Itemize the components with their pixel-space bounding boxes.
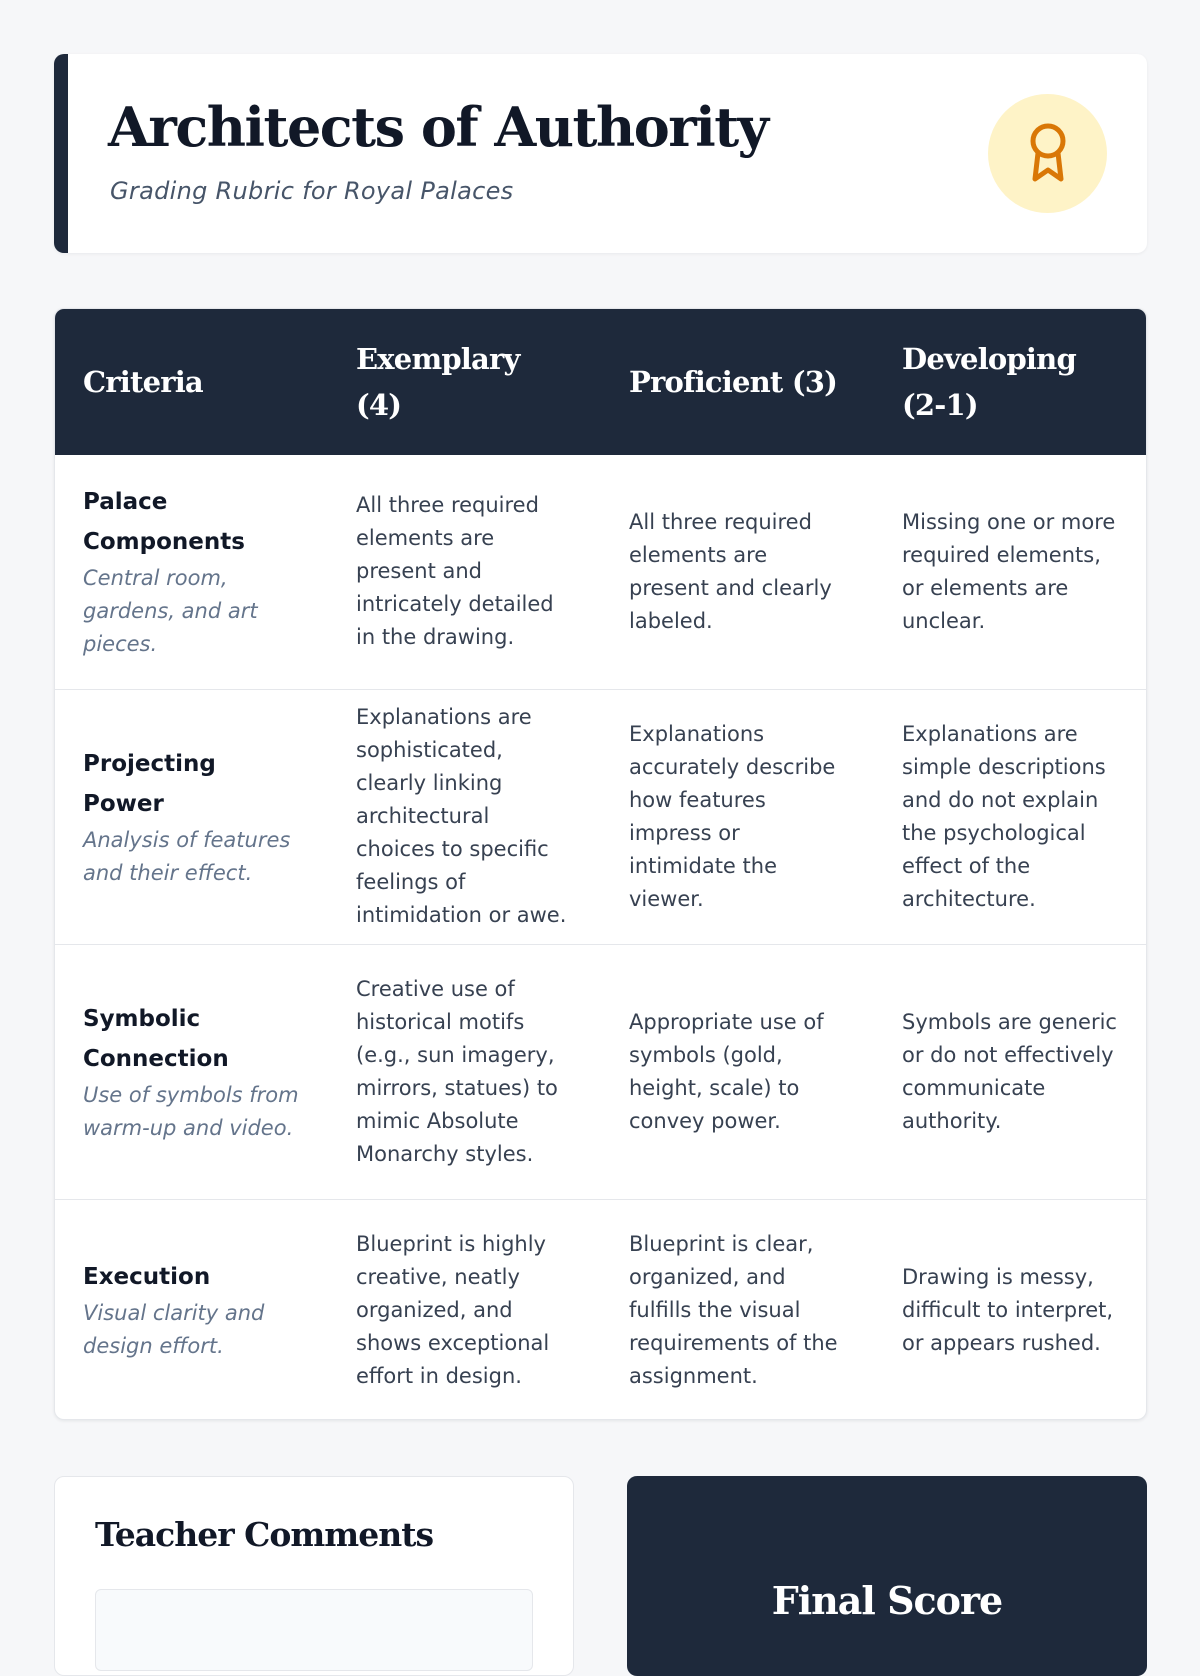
teacher-comments-card [54, 1476, 574, 1676]
proficient-cell: All three required elements are present and clearly labeled. [629, 509, 832, 633]
proficient-cell: Explanations accurately describe how features impress or intimidate the viewer. [601, 689, 874, 944]
final-score-card [627, 1476, 1147, 1676]
criterion-description: Central room, gardens, and art pieces. [83, 566, 258, 657]
developing-cell: Missing one or more required elements, or elements are unclear. [902, 509, 1116, 633]
table-row [55, 455, 1146, 689]
criterion-cell [55, 689, 328, 944]
award-badge [988, 94, 1107, 213]
column-header-exemplary: Exemplary (4) [328, 309, 601, 455]
criterion-name: Execution [83, 1264, 211, 1291]
criterion-description: Analysis of features and their effect. [83, 827, 291, 885]
proficient-cell: Blueprint is clear, organized, and fulfills the visual requirements of the assignment. [601, 1199, 874, 1420]
criterion-cell [55, 1199, 328, 1420]
table-row [55, 1199, 1146, 1420]
page-title: Architects of Authority [108, 95, 768, 159]
page-subtitle: Grading Rubric for Royal Palaces [110, 177, 514, 205]
teacher-comments-title: Teacher Comments [95, 1515, 434, 1554]
criterion-description: Visual clarity and design effort. [83, 1301, 265, 1359]
table-row [55, 944, 1146, 1199]
developing-cell: Explanations are simple descriptions and do not explain the psychological effect of the architecture. [874, 689, 1146, 944]
exemplary-cell: Blueprint is highly creative, neatly organized, and shows exceptional effort in design. [328, 1199, 601, 1420]
header-card [54, 54, 1147, 253]
award-ribbon-icon [1022, 119, 1074, 189]
rubric-table [55, 309, 1146, 1420]
criterion-description: Use of symbols from warm-up and video. [83, 1082, 299, 1140]
exemplary-cell: All three required elements are present and intricately detailed in the drawing. [356, 493, 554, 650]
table-row [55, 689, 1146, 944]
criterion-name: Palace Components [83, 489, 245, 556]
exemplary-cell: Creative use of historical motifs (e.g., sun imagery, mirrors, statues) to mimic Absolute Monarchy styles. [328, 944, 601, 1199]
exemplary-cell: Explanations are sophisticated, clearly linking architectural choices to specific feelings of intimidation or awe. [328, 689, 601, 944]
criterion-name: Projecting Power [83, 750, 216, 817]
column-header-developing: Developing (2-1) [874, 309, 1146, 455]
column-header-proficient: Proficient (3) [601, 309, 874, 455]
rubric-card [54, 308, 1147, 1420]
developing-cell: Symbols are generic or do not effectively communicate authority. [874, 944, 1146, 1199]
developing-cell: Drawing is messy, difficult to interpret, or appears rushed. [874, 1199, 1146, 1420]
criterion-cell [55, 455, 328, 689]
column-header-criteria: Criteria [55, 309, 328, 455]
teacher-comments-field[interactable] [95, 1589, 533, 1671]
proficient-cell: Appropriate use of symbols (gold, height, scale) to convey power. [601, 944, 874, 1199]
final-score-title: Final Score [771, 1578, 1003, 1623]
rubric-header-row [55, 309, 1146, 455]
criterion-cell [55, 944, 328, 1199]
criterion-name: Symbolic Connection [83, 1005, 229, 1072]
